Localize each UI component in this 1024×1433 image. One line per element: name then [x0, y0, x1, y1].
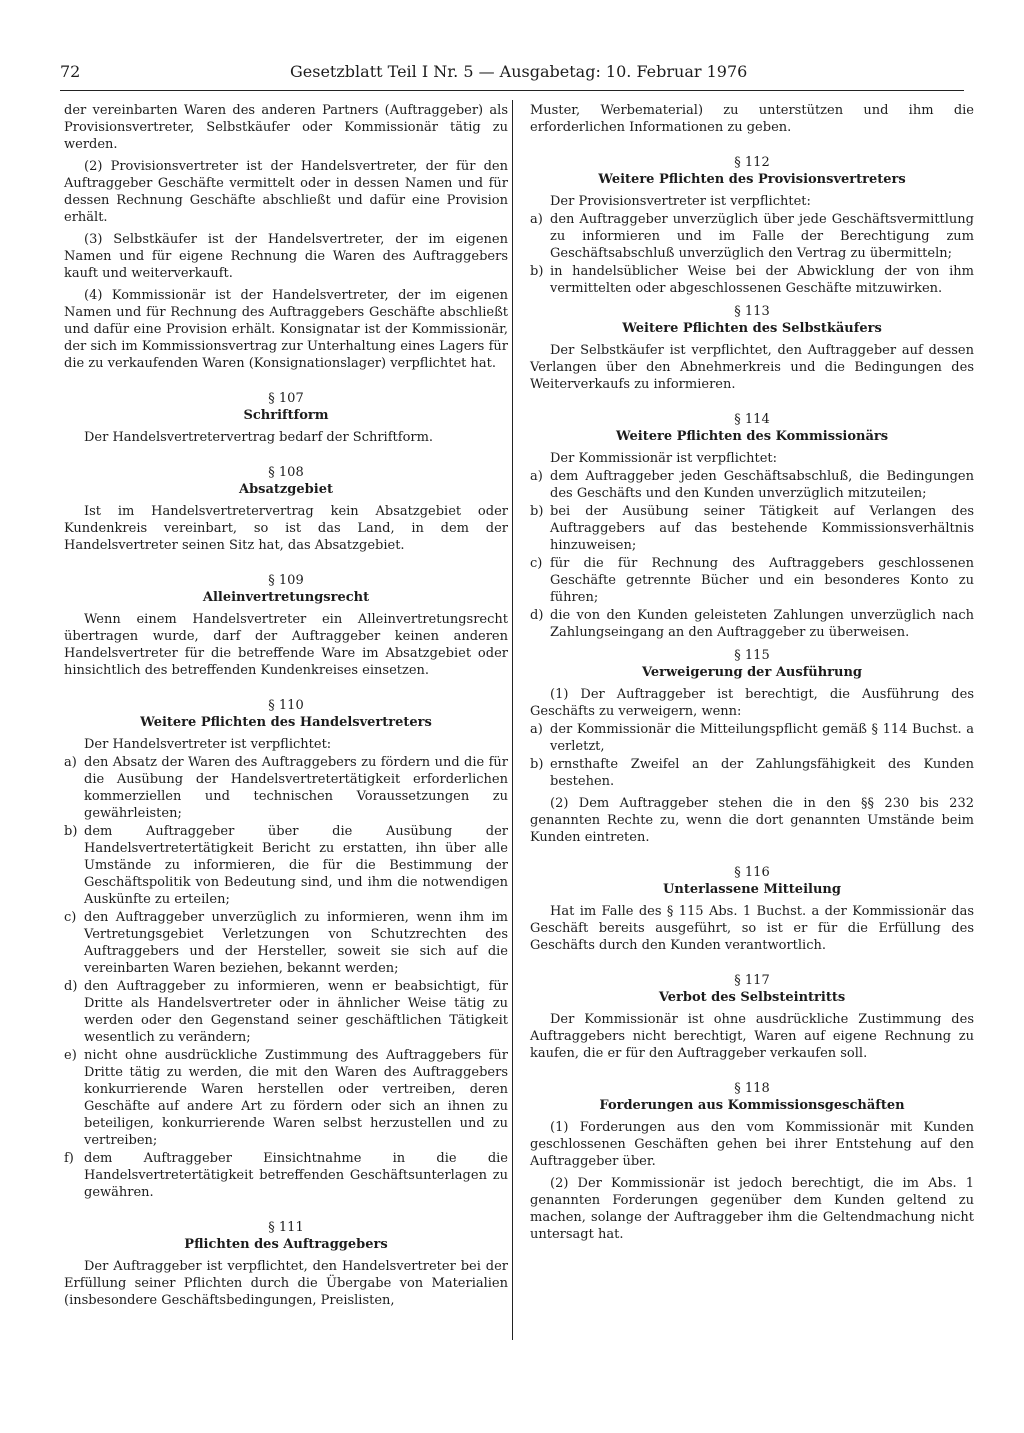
list-text: bei der Ausübung seiner Tätigkeit auf Verlangen des Auftraggebers auf das bestehende Kommissionsverhältnis hinzuweisen;: [550, 504, 974, 553]
section-text-107: Der Handelsvertretervertrag bedarf der Schriftform.: [84, 430, 434, 445]
list-text: die von den Kunden geleisteten Zahlungen unverzüglich nach Zahlungseingang an den Auftraggeber zu überweisen.: [550, 608, 974, 640]
list-text: dem Auftraggeber über die Ausübung der Handelsvertretertätigkeit Bericht zu erstatten, ihn über alle Umstände zu informieren, die für die Bestimmung der Geschäftspolitik von Bedeutung sind, und ihm die notwendigen Auskünfte zu erteilen;: [84, 824, 508, 907]
section-paragraph-118-2: (2) Der Kommissionär ist jedoch berechtigt, die im Abs. 1 genannten Forderungen gegenüber dem Kunden geltend zu machen, solange der Auftraggeber ihm die Geltendmachung nicht untersagt hat.: [530, 1176, 974, 1242]
section-title-112: Weitere Pflichten des Provisionsvertreters: [598, 172, 906, 187]
section-title-108: Absatzgebiet: [239, 482, 333, 497]
list-item: [64, 1047, 508, 1149]
list-text: dem Auftraggeber jeden Geschäftsabschluß, die Bedingungen des Geschäfts und den Kunden unverzüglich mitzuteilen;: [550, 469, 974, 501]
section-paragraph-115-2: (2) Dem Auftraggeber stehen die in den §§ 230 bis 232 genannten Rechte zu, wenn die dort genannten Umstände beim Kunden eintreten.: [530, 796, 974, 845]
section-title-114: Weitere Pflichten des Kommissionärs: [615, 429, 889, 444]
page-header: [60, 60, 962, 84]
section-intro-110: Der Handelsvertreter ist verpflichtet:: [84, 737, 332, 752]
section-number-114: § 114: [734, 412, 770, 427]
list-text: dem Auftraggeber Einsichtnahme in die die Handelsvertretertätigkeit betreffenden Geschäftsunterlagen zu gewähren.: [84, 1151, 508, 1200]
list-item: [64, 978, 508, 1046]
section-title-118: Forderungen aus Kommissionsgeschäften: [599, 1098, 905, 1113]
list-item: [530, 211, 974, 262]
paragraph-2: (2) Provisionsvertreter ist der Handelsvertreter, der für den Auftraggeber Geschäfte vermittelt oder in dessen Namen und für dessen Rechnung Geschäfte abschließt und dafür eine Provision erhält.: [64, 159, 508, 225]
list-item: [530, 607, 974, 641]
list-label: b): [530, 504, 544, 519]
list-label: d): [530, 608, 544, 623]
section-number-108: § 108: [268, 465, 304, 480]
list-text: in handelsüblicher Weise bei der Abwicklung der von ihm vermittelten oder abgeschlossenen Geschäfte mitzuwirken.: [550, 264, 974, 296]
list-label: d): [64, 979, 78, 994]
list-item: [530, 721, 974, 755]
section-number-107: § 107: [268, 391, 304, 406]
section-text-108: Ist im Handelsvertretervertrag kein Absatzgebiet oder Kundenkreis vereinbart, so ist das Land, in dem der Handelsvertreter seinen Sitz hat, das Absatzgebiet.: [64, 504, 508, 553]
list-item: [64, 909, 508, 977]
section-number-109: § 109: [268, 573, 304, 588]
list-label: c): [64, 910, 77, 925]
running-title: Gesetzblatt Teil I Nr. 5 — Ausgabetag: 10. Februar 1976: [290, 62, 748, 81]
list-text: den Absatz der Waren des Auftraggebers zu fördern und die für die Ausübung der Handelsvertretertätigkeit erforderlichen kommerziellen und technischen Voraussetzungen zu gewährleisten;: [84, 755, 508, 821]
section-number-118: § 118: [734, 1081, 770, 1096]
header-rule: [60, 90, 964, 91]
section-paragraph-118-1: (1) Forderungen aus den vom Kommissionär mit Kunden geschlossenen Geschäften gehen bei ihrer Entstehung auf den Auftraggeber über.: [530, 1120, 974, 1169]
left-column: [64, 102, 508, 1309]
section-title-110: Weitere Pflichten des Handelsvertreters: [140, 715, 432, 730]
section-number-112: § 112: [734, 155, 770, 170]
list-text: der Kommissionär die Mitteilungspflicht gemäß § 114 Buchst. a verletzt,: [550, 722, 974, 754]
section-text-111: Der Auftraggeber ist verpflichtet, den Handelsvertreter bei der Erfüllung seiner Pflichten durch die Übergabe von Materialien (insbesondere Geschäftsbedingungen, Preislisten,: [64, 1259, 508, 1308]
section-title-117: Verbot des Selbsteintritts: [658, 990, 846, 1005]
section-title-111: Pflichten des Auftraggebers: [184, 1237, 388, 1252]
page-number: 72: [60, 62, 81, 81]
list-text: für die für Rechnung des Auftraggebers geschlossenen Geschäfte getrennte Bücher und ein besonderes Konto zu führen;: [550, 556, 974, 605]
list-label: f): [64, 1151, 74, 1166]
paragraph-4: (4) Kommissionär ist der Handelsvertreter, der im eigenen Namen und für Rechnung des Auftraggebers Geschäfte abschließt und dafür eine Provision erhält. Konsignatar ist der Kommissionär, der sich im Kommissionsvertrag zur Unterhaltung eines Lagers für die zu verkaufenden Waren (Konsignationslager) verpflichtet hat.: [64, 288, 508, 371]
list-item: [530, 263, 974, 297]
list-label: a): [530, 722, 543, 737]
list-label: b): [530, 757, 544, 772]
list-label: a): [530, 212, 543, 227]
list-label: c): [530, 556, 543, 571]
section-title-107: Schriftform: [243, 408, 329, 423]
continued-paragraph: der vereinbarten Waren des anderen Partners (Auftraggeber) als Provisionsvertreter, Selbstkäufer oder Kommissionär tätig zu werden.: [64, 103, 508, 152]
right-column: [530, 102, 974, 1243]
section-title-116: Unterlassene Mitteilung: [663, 882, 841, 897]
list-text: den Auftraggeber zu informieren, wenn er beabsichtigt, für Dritte als Handelsvertreter oder in ähnlicher Weise tätig zu werden oder den Gegenstand seiner geschäftlichen Tätigkeit wesentlich zu verändern;: [84, 979, 508, 1045]
list-text: nicht ohne ausdrückliche Zustimmung des Auftraggebers für Dritte tätig zu werden, die mit den Waren des Auftraggebers konkurrierende Waren herstellen oder vertreiben, deren Geschäfte auf andere Art zu fördern oder sich an ihnen zu beteiligen, konkurrierende Waren selbst herzustellen und zu vertreiben;: [84, 1048, 508, 1148]
section-text-109: Wenn einem Handelsvertreter ein Alleinvertretungsrecht übertragen wurde, darf der Auftraggeber keinen anderen Handelsvertreter für die betreffende Ware im Absatzgebiet oder hinsichtlich des betreffenden Kundenkreises einsetzen.: [64, 612, 508, 678]
column-divider: [512, 100, 513, 1340]
paragraph-3: (3) Selbstkäufer ist der Handelsvertreter, der im eigenen Namen und für eigene Rechnung die Waren des Auftraggebers kauft und weiterverkauft.: [64, 232, 508, 281]
section-number-115: § 115: [734, 648, 770, 663]
section-number-113: § 113: [734, 304, 770, 319]
list-item: [64, 754, 508, 822]
section-text-117: Der Kommissionär ist ohne ausdrückliche Zustimmung des Auftraggebers nicht berechtigt, Waren auf eigene Rechnung zu kaufen, die er für den Auftraggeber verkaufen soll.: [530, 1012, 974, 1061]
list-text: den Auftraggeber unverzüglich zu informieren, wenn ihm im Vertretungsgebiet Verletzungen von Schutzrechten des Auftraggebers und der Hersteller, soweit sie sich auf die vereinbarten Waren beziehen, bekannt werden;: [84, 910, 508, 976]
section-title-109: Alleinvertretungsrecht: [202, 590, 370, 605]
section-text-113: Der Selbstkäufer ist verpflichtet, den Auftraggeber auf dessen Verlangen über den Abnehmerkreis und die Bedingungen des Weiterverkaufs zu informieren.: [530, 343, 974, 392]
list-label: b): [64, 824, 78, 839]
section-title-113: Weitere Pflichten des Selbstkäufers: [622, 321, 882, 336]
section-intro-114: Der Kommissionär ist verpflichtet:: [550, 451, 778, 466]
list-item: [530, 468, 974, 502]
list-label: a): [530, 469, 543, 484]
section-number-111: § 111: [268, 1220, 304, 1235]
section-text-116: Hat im Falle des § 115 Abs. 1 Buchst. a der Kommissionär das Geschäft bereits ausgeführt, so ist er für die Erfüllung des Geschäfts durch den Kunden verantwortlich.: [530, 904, 974, 953]
list-text: den Auftraggeber unverzüglich über jede Geschäftsvermittlung zu informieren und im Falle der Berechtigung zum Geschäftsabschluß unverzüglich den Vertrag zu übermitteln;: [550, 212, 974, 261]
list-item: [64, 1150, 508, 1201]
list-item: [530, 756, 974, 790]
list-item: [64, 823, 508, 908]
list-label: e): [64, 1048, 77, 1063]
section-title-115: Verweigerung der Ausführung: [641, 665, 863, 680]
list-item: [530, 503, 974, 554]
list-label: b): [530, 264, 544, 279]
continued-paragraph: Muster, Werbematerial) zu unterstützen und ihm die erforderlichen Informationen zu geben.: [530, 103, 974, 135]
section-intro-112: Der Provisionsvertreter ist verpflichtet:: [550, 194, 811, 209]
section-number-117: § 117: [734, 973, 770, 988]
list-label: a): [64, 755, 77, 770]
section-number-110: § 110: [268, 698, 304, 713]
section-number-116: § 116: [734, 865, 770, 880]
list-item: [530, 555, 974, 606]
list-text: ernsthafte Zweifel an der Zahlungsfähigkeit des Kunden bestehen.: [550, 757, 974, 789]
section-paragraph-115-1: (1) Der Auftraggeber ist berechtigt, die Ausführung des Geschäfts zu verweigern, wenn:: [530, 687, 974, 719]
